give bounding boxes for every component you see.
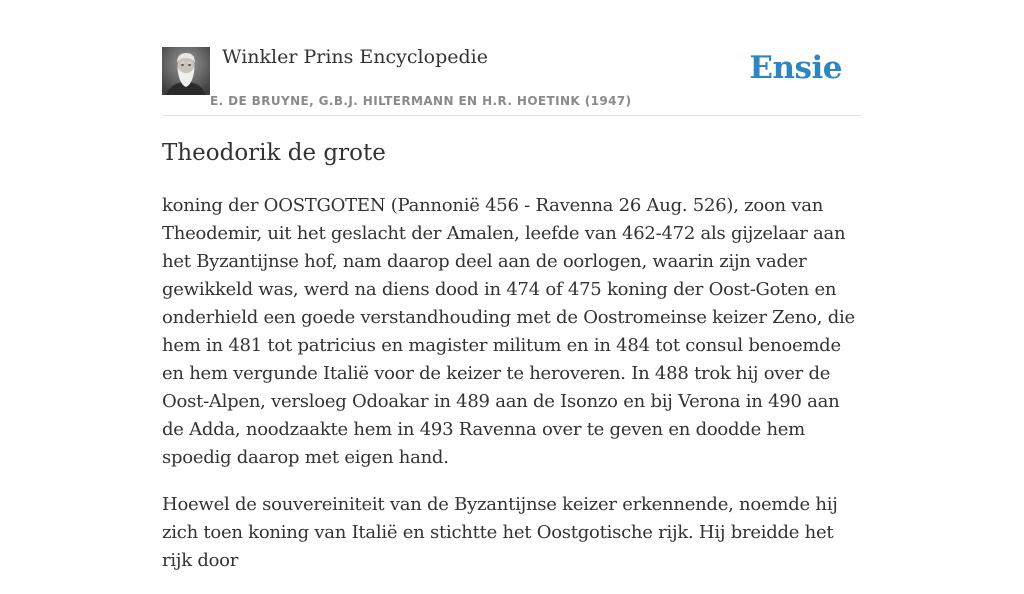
site-name: Winkler Prins Encyclopedie	[222, 46, 488, 68]
bearded-man-portrait-icon	[162, 47, 210, 95]
article-title: Theodorik de grote	[162, 140, 386, 166]
ensie-logo-link[interactable]: Ensie	[749, 50, 842, 86]
article-paragraph-2: Hoewel de souvereiniteit van de Byzantijnse keizer erkennende, noemde hij zich toen koning van Italië en stichtte het Oostgotische rijk. Hij breidde het rijk door	[162, 494, 838, 571]
author-avatar[interactable]	[162, 47, 210, 95]
article-body	[162, 192, 862, 594]
site-header	[162, 44, 862, 116]
article-paragraph-1: koning der OOSTGOTEN (Pannonië 456 - Ravenna 26 Aug. 526), zoon van Theodemir, uit het geslacht der Amalen, leefde van 462-472 als gijzelaar aan het Byzantijnse hof, nam daarop deel aan de oorlogen, waarin zijn vader gewikkeld was, werd na diens dood in 474 of 475 koning der Oost-Goten en onderhield een goede verstandhouding met de Oostromeinse keizer Zeno, die hem in 481 tot patricius en magister militum en in 484 tot consul benoemde en hem vergunde Italië voor de keizer te heroveren. In 488 trok hij over de Oost-Alpen, versloeg Odoakar in 489 aan de Isonzo en bij Verona in 490 aan de Adda, noodzaakte hem in 493 Ravenna over te geven en doodde hem spoedig daarop met eigen hand.	[162, 195, 855, 468]
page-container	[162, 0, 862, 571]
source-authors: E. DE BRUYNE, G.B.J. HILTERMANN EN H.R. HOETINK (1947)	[210, 94, 632, 108]
